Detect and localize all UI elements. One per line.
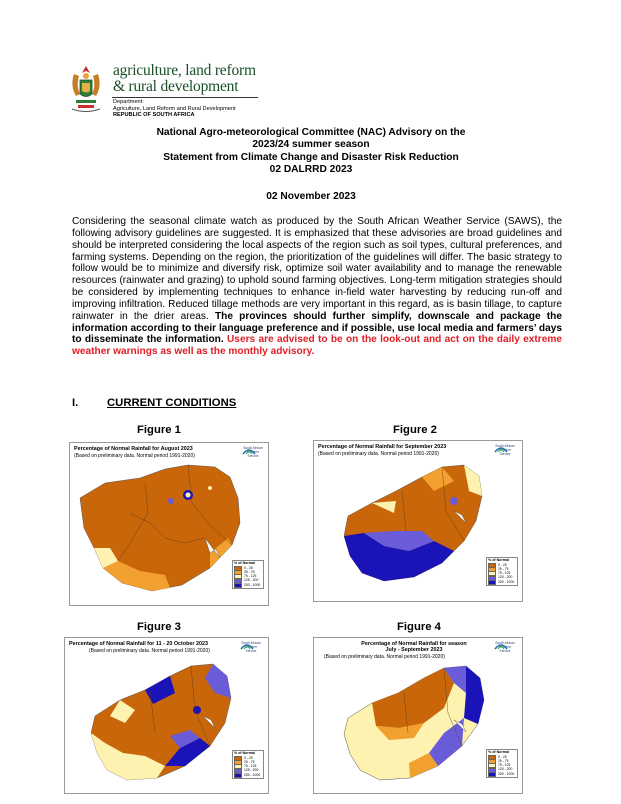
figure-2-map bbox=[313, 440, 523, 602]
legend-swatch bbox=[234, 773, 242, 778]
legend-label: 75 - 125 bbox=[244, 574, 257, 579]
brand-line-2: & rural development bbox=[113, 78, 239, 95]
legend-label: 125 - 200 bbox=[244, 768, 259, 773]
figure-4-caption: Figure 4 bbox=[397, 621, 441, 633]
figure-4-legend bbox=[486, 749, 518, 778]
paragraph-bold-text: The provinces should further simplify, downscale and package the information according to their language preference and if possible, use local media and farmers’ days to disseminate the information. bbox=[72, 310, 562, 346]
figure-3-saws-logo bbox=[240, 642, 262, 653]
legend-label: 25 - 75 bbox=[498, 758, 509, 763]
figure-3-caption: Figure 3 bbox=[137, 621, 181, 633]
figure-2-caption: Figure 2 bbox=[393, 424, 437, 436]
figure-1-caption: Figure 1 bbox=[137, 424, 181, 436]
figure-1-saws-logo bbox=[242, 447, 264, 458]
coat-of-arms-logo bbox=[66, 64, 106, 114]
paragraph-warning-text: Users are advised to be on the look-out and act on the daily extreme weather warnings as well as the monthly advisory. bbox=[72, 334, 562, 358]
legend-label: 25 - 75 bbox=[244, 759, 255, 764]
legend-label: 0 - 25 bbox=[498, 562, 507, 567]
figure-3-map-title: Percentage of Normal Rainfall for 11 - 20 October 2023 bbox=[69, 641, 209, 647]
figure-4-map bbox=[313, 637, 523, 794]
legend-item bbox=[234, 773, 262, 777]
paragraph-normal-text: Considering the seasonal climate watch as produced by the South African Weather Service (SAWS), the following advisory guidelines are suggested. It is emphasized that these advisories are broad guidelines and should be interpreted considering the local aspects of the region such as soil types, cultural preferences, and farming systems. Depending on the region, the prioritization of the guidelines will differ. The basic strategy to follow would be to minimize and diversify risk, optimize soil water availability and to manage the renewable resources (rainwater and grazing) to uphold sound farming objectives. Long-term mitigation strategies should be considered by implementing techniques to enhance in-field water harvesting by reducing run-off and improving infiltration. Reduced tillage methods are very important in this regard, as is basin tillage, to capture rainwater in the drier areas. bbox=[72, 216, 562, 322]
advisory-paragraph bbox=[72, 216, 562, 358]
legend-label: 125 - 200 bbox=[498, 767, 513, 772]
legend-label: 0 - 25 bbox=[244, 565, 253, 570]
country-name: REPUBLIC OF SOUTH AFRICA bbox=[113, 112, 195, 118]
saws-logo-text: South African Weather Service bbox=[495, 444, 515, 456]
legend-swatch bbox=[488, 580, 496, 585]
legend-title: % of Normal bbox=[234, 561, 255, 565]
figure-2-map-title: Percentage of Normal Rainfall for September 2023 bbox=[318, 444, 447, 450]
legend-label: 200 - 1000 bbox=[498, 771, 515, 776]
figure-2-map-subtitle: (Based on preliminary data. Normal period 1991-2020) bbox=[318, 451, 439, 457]
legend-label: 0 - 25 bbox=[244, 755, 253, 760]
legend-label: 200 - 1000 bbox=[244, 582, 261, 587]
figure-4-map-title-line-1: Percentage of Normal Rainfall for season bbox=[361, 641, 467, 647]
figure-1-map-title: Percentage of Normal Rainfall for August 2023 bbox=[74, 446, 193, 452]
legend-title: % of Normal bbox=[488, 750, 509, 754]
department-label: Department: bbox=[113, 99, 144, 105]
legend-label: 200 - 1000 bbox=[244, 772, 261, 777]
legend-label: 0 - 25 bbox=[498, 754, 507, 759]
figure-1-legend bbox=[232, 560, 264, 589]
legend-item bbox=[234, 583, 262, 587]
figure-3-legend bbox=[232, 750, 264, 779]
legend-swatch bbox=[488, 772, 496, 777]
figure-3-map-subtitle: (Based on preliminary data. Normal period 1991-2020) bbox=[89, 648, 210, 654]
figure-2-legend bbox=[486, 557, 518, 586]
legend-label: 25 - 75 bbox=[244, 569, 255, 574]
logo-divider bbox=[112, 97, 258, 98]
title-line-2: 2023/24 summer season bbox=[252, 139, 370, 151]
legend-label: 125 - 200 bbox=[498, 575, 513, 580]
figure-1-map-subtitle: (Based on preliminary data. Normal period 1991-2020) bbox=[74, 453, 195, 459]
document-date: 02 November 2023 bbox=[266, 191, 356, 202]
title-line-1: National Agro-meteorological Committee (NAC) Advisory on the bbox=[156, 127, 466, 138]
brand-line-1: agriculture, land reform bbox=[113, 62, 256, 79]
legend-title: % of Normal bbox=[488, 558, 509, 562]
figure-4-map-subtitle: (Based on preliminary data. Normal period 1991-2020) bbox=[324, 654, 445, 660]
title-line-4: 02 DALRRD 2023 bbox=[269, 164, 353, 176]
legend-swatch bbox=[234, 583, 242, 588]
figure-1-map bbox=[69, 442, 269, 606]
legend-item bbox=[488, 580, 516, 584]
department-name: Agriculture, Land Reform and Rural Development bbox=[113, 105, 236, 112]
saws-logo-icon bbox=[494, 445, 508, 453]
document-title bbox=[60, 127, 562, 177]
legend-label: 75 - 125 bbox=[244, 764, 257, 769]
saws-logo-text: South African Weather Service bbox=[495, 641, 515, 653]
title-line-3: Statement from Climate Change and Disaster Risk Reduction bbox=[163, 151, 459, 163]
legend-label: 75 - 125 bbox=[498, 763, 511, 768]
saws-logo-icon bbox=[240, 642, 254, 650]
saws-logo-text: South African Weather Service bbox=[241, 641, 261, 653]
figure-4-map-title-line-2: July - September 2023 bbox=[385, 647, 443, 654]
legend-label: 75 - 125 bbox=[498, 571, 511, 576]
legend-item bbox=[488, 772, 516, 776]
legend-label: 200 - 1000 bbox=[498, 579, 515, 584]
section-number: I. bbox=[72, 397, 79, 409]
legend-title: % of Normal bbox=[234, 751, 255, 755]
figure-3-map bbox=[64, 637, 269, 794]
legend-label: 125 - 200 bbox=[244, 578, 259, 583]
saws-logo-text: South African Weather Service bbox=[243, 446, 263, 458]
figure-2-saws-logo bbox=[494, 445, 516, 456]
saws-logo-icon bbox=[242, 447, 256, 455]
section-title: CURRENT CONDITIONS bbox=[107, 397, 237, 409]
legend-label: 25 - 75 bbox=[498, 566, 509, 571]
figure-4-map-title bbox=[344, 641, 484, 653]
saws-logo-icon bbox=[494, 642, 508, 650]
figure-4-saws-logo bbox=[494, 642, 516, 653]
